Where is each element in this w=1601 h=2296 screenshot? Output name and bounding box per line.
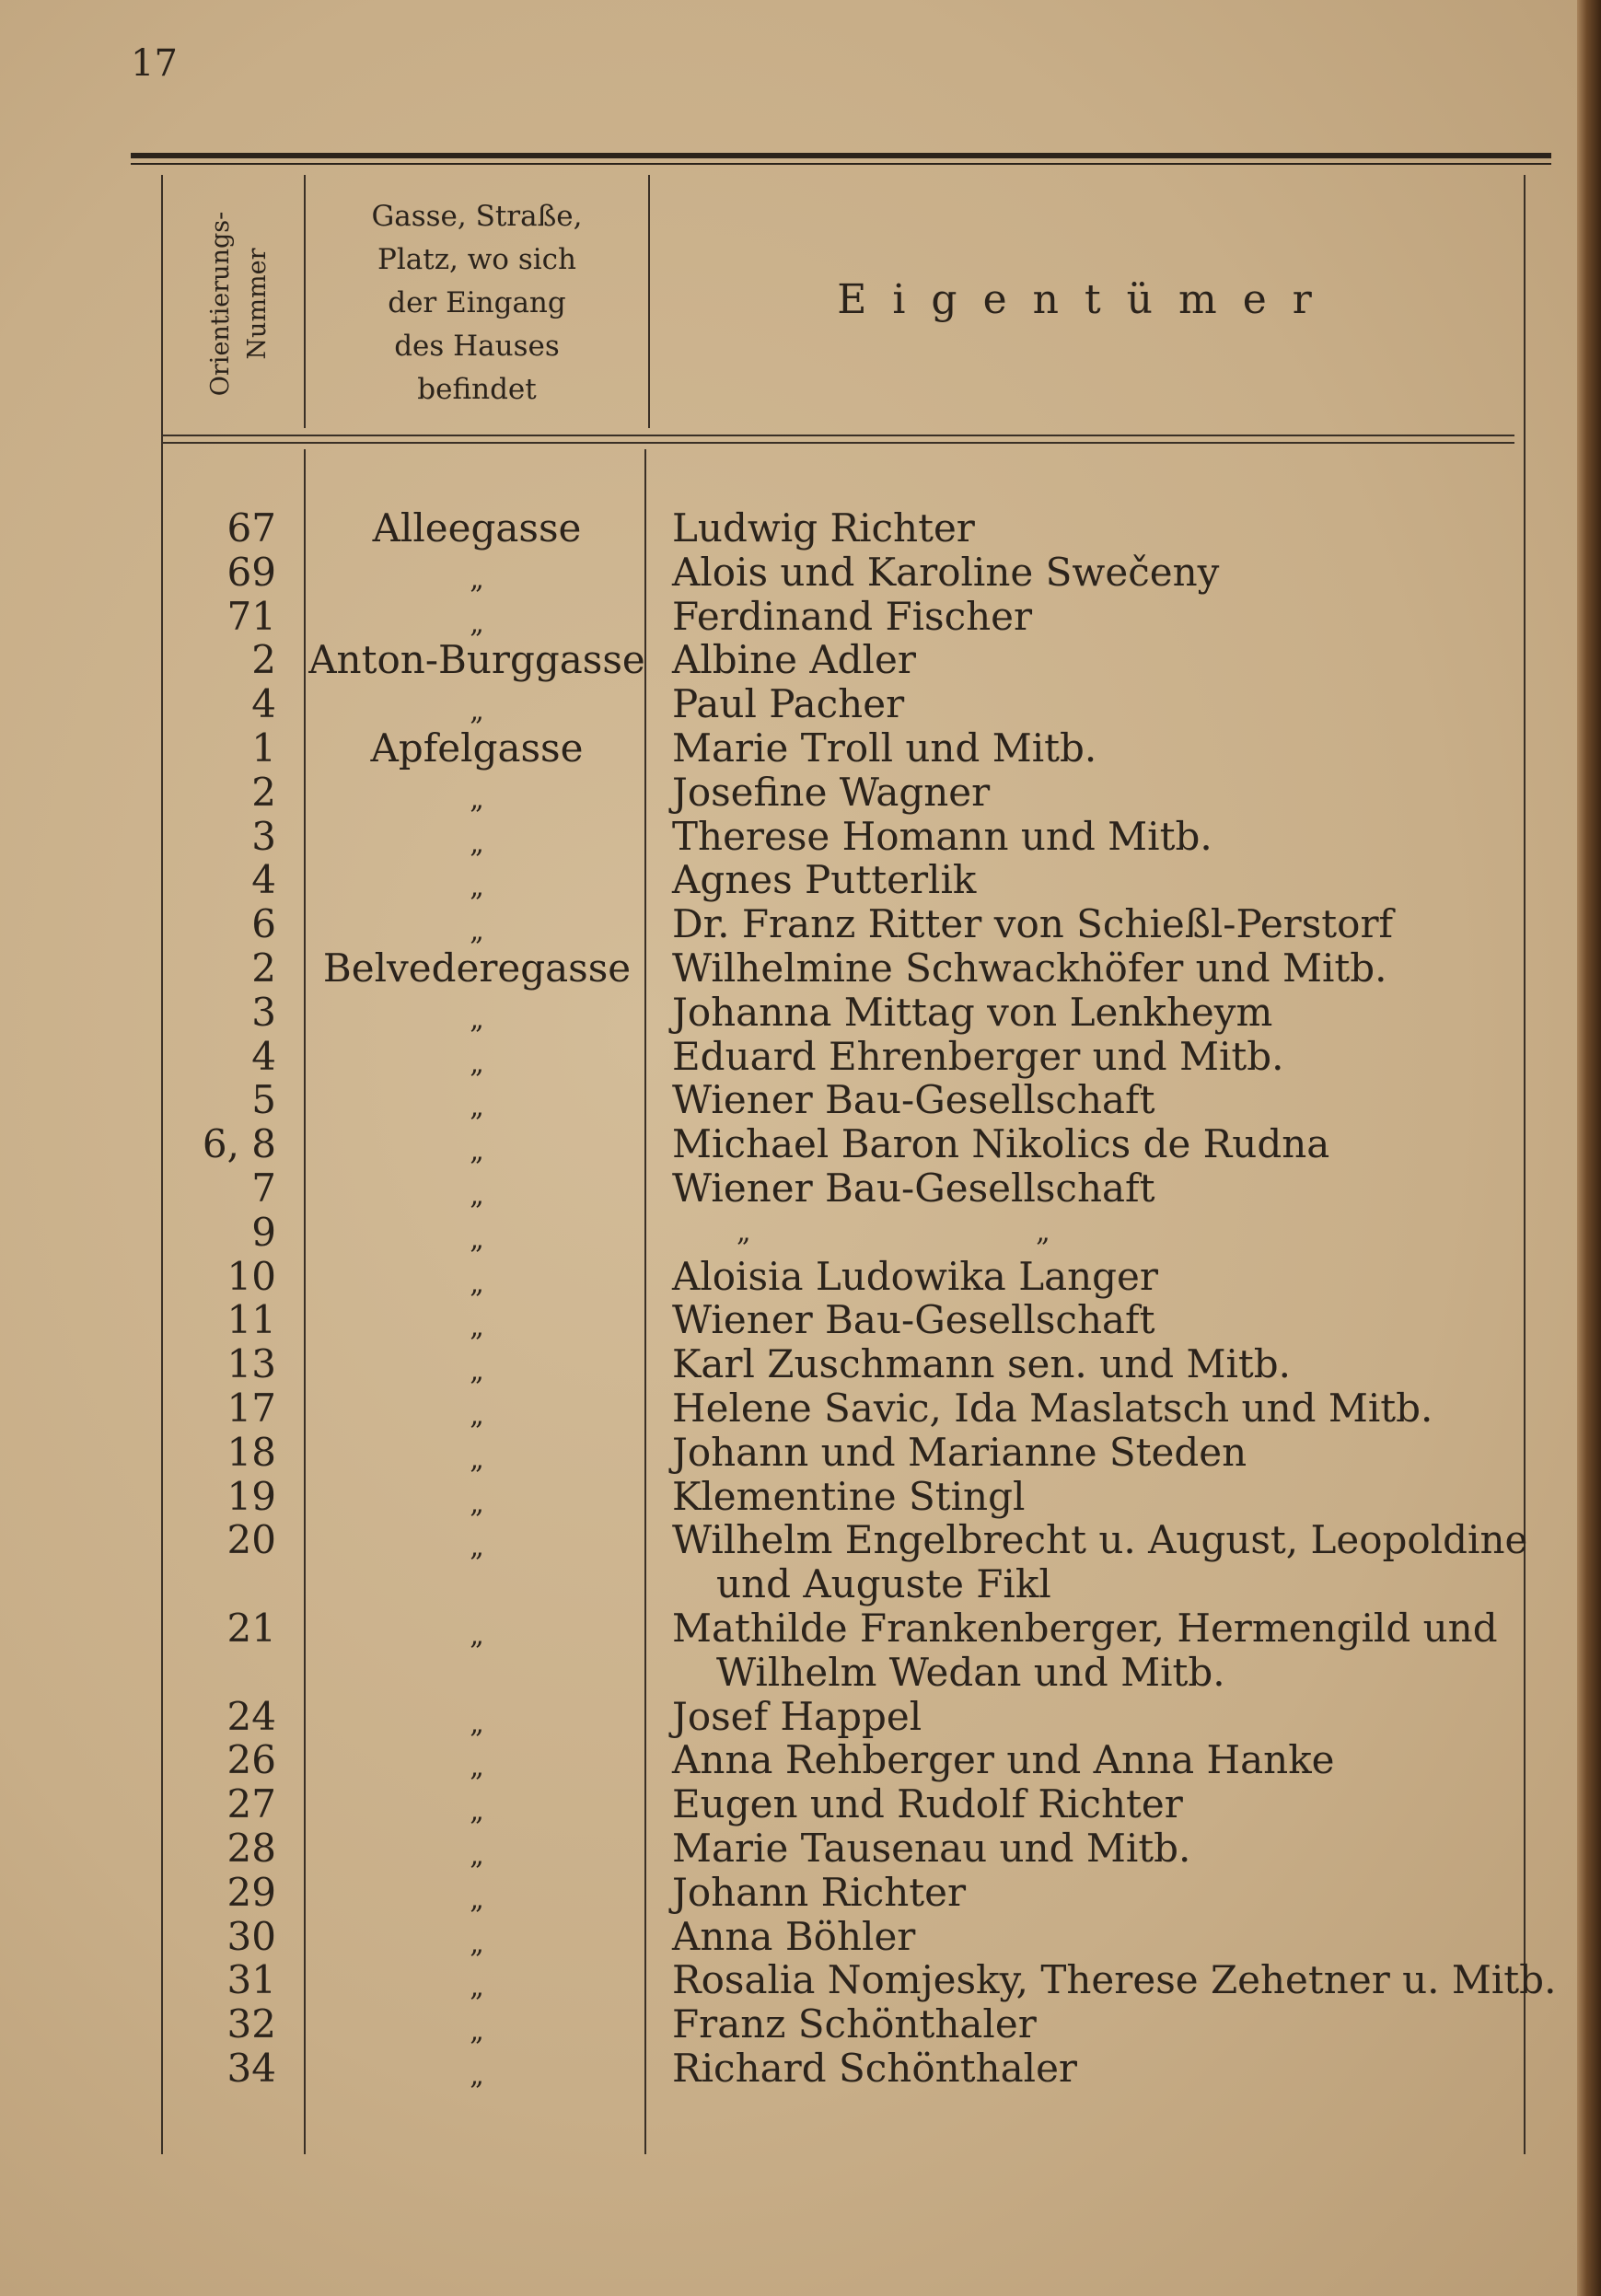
header-street-line: des Hauses — [394, 330, 560, 363]
table-row — [0, 1518, 1601, 1606]
owner-name: Johann und Marianne Steden — [672, 1429, 1247, 1475]
owner-name: Aloisia Ludowika Langer — [672, 1253, 1158, 1299]
table-row — [0, 1738, 1601, 1782]
table-row — [0, 1255, 1601, 1299]
table-row — [0, 771, 1601, 815]
owner-name: Michael Baron Nikolics de Rudna — [672, 1121, 1330, 1167]
header-owner-column: Eigentümer — [837, 276, 1338, 323]
table-row — [0, 1475, 1601, 1519]
house-number: 7 — [251, 1165, 276, 1211]
house-number: 32 — [226, 2001, 276, 2047]
house-number: 2 — [251, 945, 276, 991]
owner-name: Johann Richter — [672, 1869, 967, 1915]
ditto-mark: „ — [470, 1443, 484, 1476]
table-row — [0, 1431, 1601, 1475]
table-row — [0, 2047, 1601, 2091]
ditto-mark: „ — [470, 1355, 484, 1388]
table-row — [0, 506, 1601, 551]
house-number: 5 — [251, 1077, 276, 1123]
table-row — [0, 682, 1601, 726]
table-row — [0, 1298, 1601, 1342]
owner-name-line1: Mathilde Frankenberger, Hermengild und — [672, 1605, 1498, 1651]
ditto-mark: „ — [470, 1795, 484, 1828]
ditto-mark: „ — [470, 1531, 484, 1564]
owner-name: Paul Pacher — [672, 681, 905, 727]
table-row — [0, 1826, 1601, 1871]
header-street-line: Gasse, Straße, — [371, 200, 583, 233]
ditto-mark: „ — [470, 1135, 484, 1168]
owner-name-line1: Wilhelm Engelbrecht u. August, Leopoldine — [672, 1517, 1528, 1563]
house-number: 9 — [251, 1209, 276, 1255]
house-number: 28 — [226, 1825, 276, 1871]
ditto-mark: „ — [470, 1178, 484, 1212]
ditto-mark: „ — [470, 1003, 484, 1036]
owner-name: Therese Homann und Mitb. — [672, 813, 1212, 859]
ditto-mark: „ — [470, 1751, 484, 1784]
header-street-line: befindet — [417, 373, 537, 406]
owner-name: Karl Zuschmann sen. und Mitb. — [672, 1341, 1291, 1387]
owner-name-line2: Wilhelm Wedan und Mitb. — [716, 1649, 1225, 1695]
ditto-mark: „ — [470, 1091, 484, 1124]
header-number-line1: Orientierungs- — [206, 211, 235, 397]
ditto-mark: „ — [470, 1838, 484, 1872]
header-rule-thick — [131, 153, 1551, 158]
table-row — [0, 726, 1601, 771]
ditto-mark: „ — [470, 2015, 484, 2048]
street-name: Belvederegasse — [322, 945, 632, 991]
table-row — [0, 1166, 1601, 1211]
owner-name: Dr. Franz Ritter von Schießl-Perstorf — [672, 901, 1394, 947]
ditto-mark: „ — [470, 871, 484, 904]
table-row — [0, 595, 1601, 639]
street-name: Anton-Burggasse — [308, 637, 645, 683]
ditto-mark: „ — [470, 1047, 484, 1080]
house-number: 2 — [251, 769, 276, 815]
owner-name: Johanna Mittag von Lenkheym — [672, 989, 1273, 1035]
ditto-mark: „ — [470, 1267, 484, 1300]
house-number: 1 — [251, 725, 276, 771]
house-number: 31 — [226, 1957, 276, 2003]
house-number: 26 — [226, 1737, 276, 1783]
owner-name: Helene Savic, Ida Maslatsch und Mitb. — [672, 1385, 1433, 1431]
house-number: 3 — [251, 989, 276, 1035]
street-name: Apfelgasse — [370, 725, 584, 771]
ditto-mark: „ — [470, 1618, 484, 1652]
owner-name: Wilhelmine Schwackhöfer und Mitb. — [672, 945, 1387, 991]
owner-name: Albine Adler — [672, 637, 916, 683]
owner-name: Marie Troll und Mitb. — [672, 725, 1097, 771]
house-number: 3 — [251, 813, 276, 859]
owner-ditto-mark: „ „ — [737, 1215, 1189, 1248]
table-row — [0, 1915, 1601, 1959]
owner-name — [672, 1517, 1528, 1607]
house-number: 20 — [226, 1517, 276, 1563]
house-number: 69 — [226, 549, 276, 595]
table-row — [0, 551, 1601, 595]
house-number: 11 — [226, 1297, 276, 1343]
ditto-mark: „ — [470, 1971, 484, 2004]
house-number: 24 — [226, 1693, 276, 1739]
header-street-line: Platz, wo sich — [377, 243, 576, 276]
table-row — [0, 1871, 1601, 1915]
header-rule-thin — [131, 163, 1551, 165]
ditto-mark: „ — [470, 1311, 484, 1344]
house-number: 71 — [226, 593, 276, 639]
owner-name: Marie Tausenau und Mitb. — [672, 1825, 1191, 1871]
house-number: 27 — [226, 1781, 276, 1827]
ditto-mark: „ — [470, 2058, 484, 2092]
table-row — [0, 1211, 1601, 1255]
header-divider-upper — [161, 435, 1514, 436]
table-body — [0, 506, 1601, 2091]
owner-name: Ferdinand Fischer — [672, 593, 1033, 639]
house-number: 67 — [226, 505, 276, 551]
ditto-mark: „ — [470, 607, 484, 640]
ditto-mark: „ — [470, 1927, 484, 1960]
table-row — [0, 1122, 1601, 1166]
house-number: 2 — [251, 637, 276, 683]
table-row — [0, 902, 1601, 946]
table-row — [0, 1695, 1601, 1739]
header-number-column — [189, 184, 290, 423]
header-street-line: der Eingang — [388, 286, 566, 319]
owner-name: Rosalia Nomjesky, Therese Zehetner u. Mitb. — [672, 1957, 1557, 2003]
ditto-mark: „ — [470, 1707, 484, 1740]
owner-name: Wiener Bau-Gesellschaft — [672, 1165, 1155, 1211]
house-number: 17 — [226, 1385, 276, 1431]
ditto-mark: „ — [470, 562, 484, 596]
house-number: 19 — [226, 1473, 276, 1519]
table-row — [0, 1958, 1601, 2002]
owner-name — [672, 1606, 1510, 1695]
table-row — [0, 1606, 1601, 1695]
table-row — [0, 1078, 1601, 1122]
owner-name: Eduard Ehrenberger und Mitb. — [672, 1033, 1284, 1079]
owner-name: Richard Schönthaler — [672, 2045, 1077, 2091]
house-number: 10 — [226, 1253, 276, 1299]
ditto-mark: „ — [470, 1487, 484, 1520]
house-number: 6 — [251, 901, 276, 947]
table-row — [0, 858, 1601, 902]
header-divider-lower — [161, 442, 1514, 444]
owner-name: Josefine Wagner — [672, 769, 991, 815]
owner-name: Ludwig Richter — [672, 505, 975, 551]
ditto-mark: „ — [470, 915, 484, 948]
house-number: 6, 8 — [202, 1121, 276, 1167]
owner-name: Wiener Bau-Gesellschaft — [672, 1077, 1155, 1123]
owner-name: Alois und Karoline Swečeny — [672, 549, 1220, 595]
house-number: 13 — [226, 1341, 276, 1387]
owner-name: Eugen und Rudolf Richter — [672, 1781, 1183, 1827]
table-row — [0, 946, 1601, 991]
table-row — [0, 1035, 1601, 1079]
house-number: 30 — [226, 1913, 276, 1959]
table-row — [0, 991, 1601, 1035]
ditto-mark: „ — [470, 1223, 484, 1256]
house-number: 4 — [251, 1033, 276, 1079]
house-number: 4 — [251, 681, 276, 727]
house-number: 34 — [226, 2045, 276, 2091]
ditto-mark: „ — [470, 1398, 484, 1432]
header-street-column — [304, 195, 650, 412]
table-row — [0, 1386, 1601, 1431]
table-row — [0, 1782, 1601, 1826]
table-row — [0, 1342, 1601, 1386]
owner-name: Anna Rehberger und Anna Hanke — [672, 1737, 1335, 1783]
owner-name: Franz Schönthaler — [672, 2001, 1037, 2047]
owner-name: Anna Böhler — [672, 1913, 916, 1959]
street-name: Alleegasse — [372, 505, 582, 551]
owner-name: Wiener Bau-Gesellschaft — [672, 1297, 1155, 1343]
ditto-mark: „ — [470, 827, 484, 860]
ditto-mark: „ — [470, 1883, 484, 1916]
table-row — [0, 2002, 1601, 2047]
ditto-mark: „ — [470, 695, 484, 728]
owner-name-line2: und Auguste Fikl — [716, 1561, 1051, 1607]
house-number: 21 — [226, 1605, 276, 1651]
house-number: 18 — [226, 1429, 276, 1475]
ditto-mark: „ — [470, 783, 484, 816]
owner-name: Agnes Putterlik — [672, 857, 977, 903]
table-row — [0, 815, 1601, 859]
table-row — [0, 638, 1601, 682]
owner-name: Klementine Stingl — [672, 1473, 1026, 1519]
page-number: 17 — [131, 42, 178, 85]
header-number-line2: Nummer — [243, 248, 272, 360]
owner-name: Josef Happel — [672, 1693, 922, 1739]
house-number: 29 — [226, 1869, 276, 1915]
house-number: 4 — [251, 857, 276, 903]
